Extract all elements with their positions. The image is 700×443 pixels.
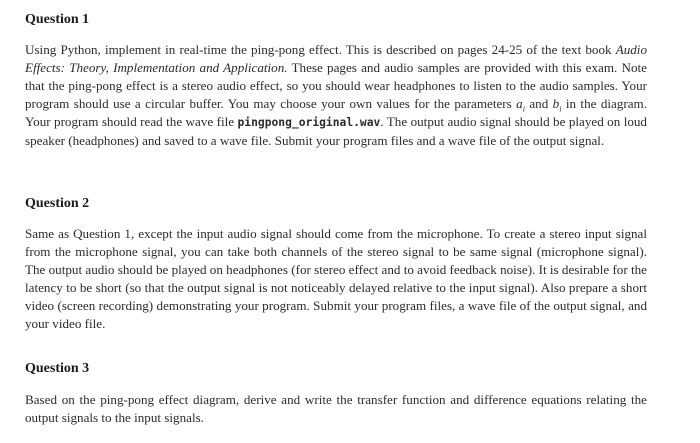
question-2-body: Same as Question 1, except the input audio signal should come from the microphone. To create a stereo input signal from the microphone signal, you can take both channels of the stereo signal to be same signal (microphone signal). The output audio should be played on headphones (for stereo effect and to avoid feedback noise). It is desirable for the latency to be short (so that the output signal is not noticeably delayed relative to the input signal). Also prepare a short video (screen recording) demonstrating your program. Submit your program files, a wave file of the output signal, and your video file.	[25, 226, 647, 332]
question-3-body: Based on the ping-pong effect diagram, derive and write the transfer function and difference equations relating the output signals to the input signals.	[25, 392, 647, 426]
book-title: Audio Effects: Theory, Implementation and Application.	[25, 42, 647, 76]
param-b: b	[552, 96, 560, 112]
question-1-body: Using Python, implement in real-time the ping-pong effect. This is described on pages 24-25 of the text book Audio Effects: Theory, Implementation and Application. These pages and audio samples are provided with this exam. Note that the ping-pong effect is a stereo audio effect, so you should wear headphones to listen to the audio samples. Your program should use a circular buffer. You may choose your own values for the parameters $a_i$ and $b_i$ in the diagram. Your program should read the wave file pingpong_original.wav. The output audio signal should be played on loud speaker (headphones) and saved to a wave file. Submit your program files and a wave file of the output signal.	[25, 42, 648, 149]
wave-filename: pingpong_original.wav	[237, 116, 381, 130]
question-2-heading: Question 2	[25, 196, 90, 211]
question-3-heading: Question 3	[25, 361, 90, 376]
question-1-heading: Question 1	[25, 12, 90, 27]
param-a: a	[516, 96, 523, 112]
